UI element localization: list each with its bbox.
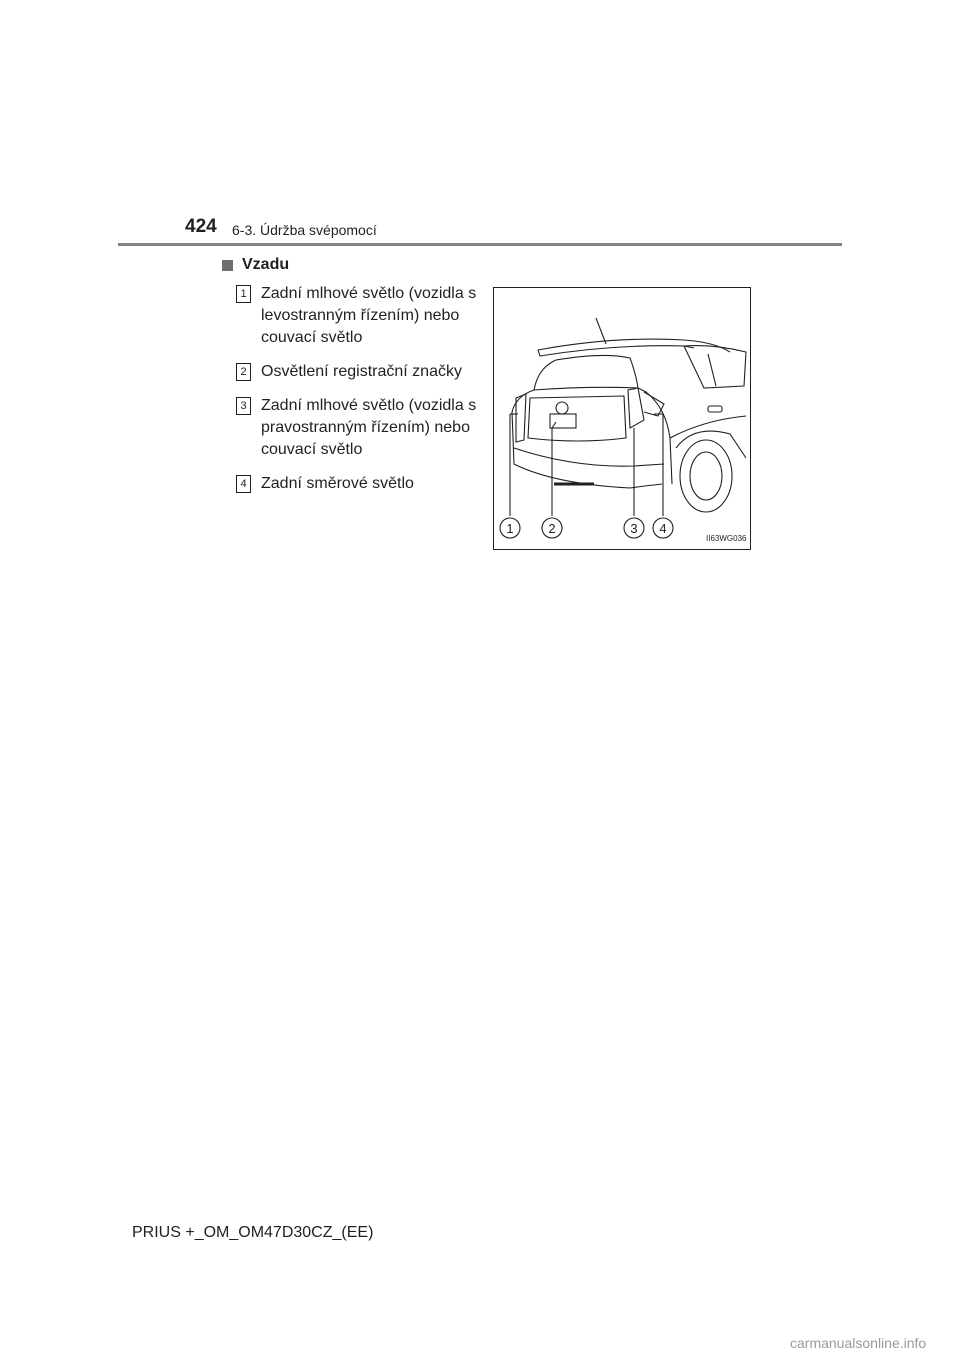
list-item — [236, 395, 486, 461]
item-text: Zadní mlhové světlo (vozidla s pravostranným řízením) nebo couvací světlo — [261, 397, 477, 458]
heading-square-icon — [222, 260, 233, 271]
list-item — [236, 283, 486, 349]
callout-label: 3 — [630, 521, 638, 536]
car-rear-illustration — [493, 287, 751, 550]
footer-document-id: PRIUS +_OM_OM47D30CZ_(EE) — [132, 1224, 374, 1241]
header-rule — [118, 243, 842, 246]
item-text: Osvětlení registrační značky — [261, 363, 462, 380]
callout-label: 2 — [548, 521, 556, 536]
figure-code: II63WG036 — [706, 534, 747, 543]
section-heading — [222, 256, 289, 274]
item-number-box: 4 — [236, 475, 251, 493]
callout-label: 4 — [659, 521, 667, 536]
item-text: Zadní směrové světlo — [261, 475, 414, 492]
watermark: carmanualsonline.info — [790, 1335, 927, 1351]
heading-text: Vzadu — [242, 256, 290, 273]
list-item — [236, 473, 486, 495]
item-list — [236, 283, 486, 507]
page-number: 424 — [185, 216, 217, 237]
list-item — [236, 361, 486, 383]
section-title: 6-3. Údržba svépomocí — [232, 222, 377, 238]
item-number-box: 2 — [236, 363, 251, 381]
callout-label: 1 — [506, 521, 514, 536]
item-text: Zadní mlhové světlo (vozidla s levostranným řízením) nebo couvací světlo — [261, 285, 477, 346]
item-number-box: 3 — [236, 397, 251, 415]
item-number-box: 1 — [236, 285, 251, 303]
